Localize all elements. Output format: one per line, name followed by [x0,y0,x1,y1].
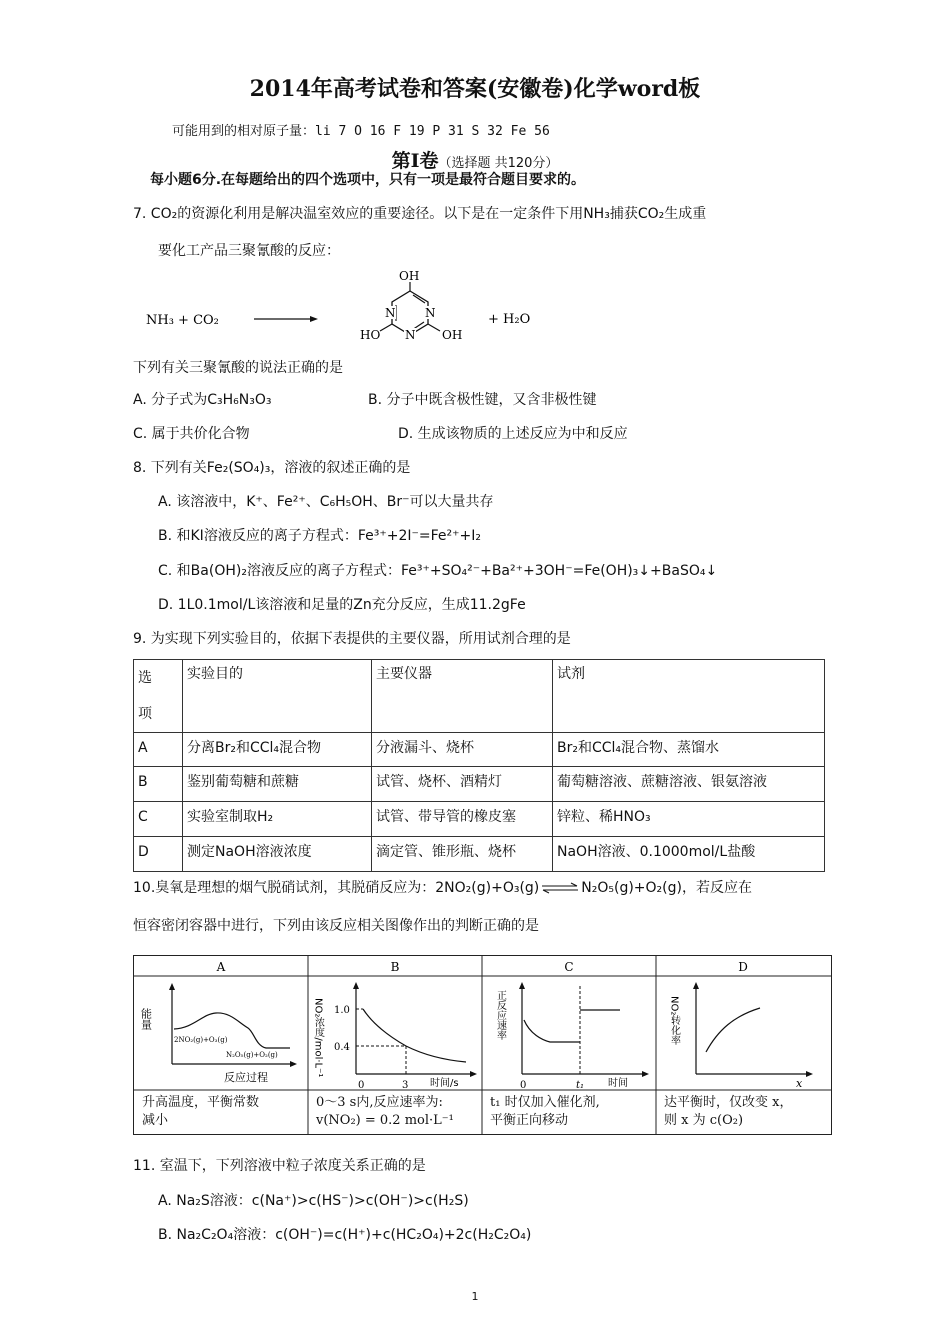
cell-opt: D [134,837,183,872]
panel-a-curve-label-1: 2NO₂(g)+O₃(g) [174,1036,228,1044]
q7-option-c: C. 属于共价化合物 [133,426,250,442]
panel-d-caption-line2: 则 x 为 c(O₂) [664,1113,744,1128]
panel-a-ylabel: 能量 [139,1008,153,1030]
panel-a-x-arrow [290,1061,297,1067]
instruction: 每小题6分.在每题给出的四个选项中，只有一项是最符合题目要求的。 [150,172,586,188]
atomic-masses: 可能用到的相对原子量：li 7 O 16 F 19 P 31 S 32 Fe 56 [172,124,550,139]
q9-table [133,659,825,872]
oh-right: OH [442,328,463,342]
panel-c-rate-curve [524,1020,580,1042]
panel-b-decay-curve [363,1009,466,1062]
panel-b-y-arrow [353,982,359,989]
volume-title: 第Ⅰ卷 [391,150,439,172]
n-atom-right: N [425,306,436,320]
panel-b-caption [316,1094,454,1130]
q7-option-d: D. 生成该物质的上述反应为中和反应 [398,426,628,442]
cell-purpose: 鉴别葡萄糖和蔗糖 [183,767,372,802]
q8-stem: 8. 下列有关Fe₂(SO₄)₃，溶液的叙述正确的是 [133,460,411,476]
panel-d-caption-line1: 达平衡时，仅改变 x， [664,1095,793,1110]
panel-c-tick-x0: 0 [520,1080,527,1091]
cell-apparatus: 分液漏斗、烧杯 [372,733,553,767]
cell-reagent: 葡萄糖溶液、蔗糖溶液、银氨溶液 [553,767,825,802]
q10-stem-line1 [133,877,752,897]
header-apparatus: 主要仪器 [372,660,553,733]
panel-b-xlabel: 时间/s [430,1078,459,1089]
q8-option-d: D. 1L0.1mol/L该溶液和足量的Zn充分反应，生成11.2gFe [158,597,526,613]
reaction-arrow-head [310,316,318,322]
q8-option-a: A. 该溶液中，K⁺、Fe²⁺、C₆H₅OH、Br⁻可以大量共存 [158,494,494,510]
q10-figure-panels [133,955,832,1135]
q7-reaction-diagram [140,265,560,350]
cell-purpose: 测定NaOH溶液浓度 [183,837,372,872]
header-option-line2: 项 [138,706,152,722]
panel-c-label: C [564,960,574,974]
panel-c-xlabel: 时间 [608,1078,628,1089]
q10-stem-line1-b: N₂O₅(g)+O₂(g)，若反应在 [581,880,752,896]
panel-a-curve-label-2: N₂O₅(g)+O₂(g) [226,1051,278,1059]
cell-apparatus: 试管、烧杯、酒精灯 [372,767,553,802]
panel-b-caption-line1: 0～3 s内,反应速率为: [316,1095,443,1110]
panel-d-x-arrow [806,1071,813,1077]
panel-c-caption-line1: t₁ 时仅加入催化剂, [490,1095,600,1110]
panel-a-caption-line2: 减小 [142,1113,169,1128]
n-atom-bottom: N [405,328,416,342]
header-option-line1: 选 [138,670,152,686]
panel-b-ylabel: NO₂浓度/mol·L⁻¹ [312,998,324,1078]
q9-stem: 9. 为实现下列实验目的，依据下表提供的主要仪器，所用试剂合理的是 [133,631,571,647]
byproduct: + H₂O [488,312,531,327]
panel-a-label: A [216,960,226,974]
bond-right [428,324,440,331]
q7-stem-line1: 7. CO₂的资源化利用是解决温室效应的重要途径。以下是在一定条件下用NH₃捕获CO₂生成重 [133,206,707,222]
cell-purpose: 实验室制取H₂ [183,802,372,837]
table-header-row [134,660,825,733]
panel-c-x-arrow [642,1071,649,1077]
panel-c-caption [490,1094,600,1130]
q8-option-c: C. 和Ba(OH)₂溶液反应的离子方程式：Fe³⁺+SO₄²⁻+Ba²⁺+3OH⁻=Fe(OH)₃↓+BaSO₄↓ [158,563,718,579]
panel-b-tick-y1: 1.0 [334,1005,350,1016]
cell-opt: A [134,733,183,767]
cell-apparatus: 试管、带导管的橡皮塞 [372,802,553,837]
table-row [134,733,825,767]
q7-option-a: A. 分子式为C₃H₆N₃O₃ [133,392,272,408]
reactants: NH₃ + CO₂ [146,313,219,328]
panel-d-caption [664,1094,792,1130]
oh-left: HO [360,328,381,342]
q7-stem-line2: 要化工产品三聚氰酸的反应： [158,243,340,259]
cell-reagent: NaOH溶液、0.1000mol/L盐酸 [553,837,825,872]
cell-opt: B [134,767,183,802]
header-option [134,660,183,733]
panel-b-caption-line2: v(NO₂) = 0.2 mol·L⁻¹ [316,1113,454,1128]
cell-opt: C [134,802,183,837]
table-row [134,802,825,837]
cell-purpose: 分离Br₂和CCl₄混合物 [183,733,372,767]
panel-b-label: B [390,960,400,974]
q8-option-b: B. 和KI溶液反应的离子方程式：Fe³⁺+2I⁻=Fe²⁺+I₂ [158,528,481,544]
table-row [134,767,825,802]
page-title: 2014年高考试卷和答案(安徽卷)化学word板 [249,76,701,102]
panel-b-tick-x0: 0 [358,1080,365,1091]
panel-d-y-arrow [693,982,699,989]
cell-apparatus: 滴定管、锥形瓶、烧杯 [372,837,553,872]
panel-a-caption [142,1094,259,1130]
equilibrium-arrow-icon [541,882,579,894]
panel-d-label: D [738,960,748,974]
header-purpose: 实验目的 [183,660,372,733]
cell-reagent: 锌粒、稀HNO₃ [553,802,825,837]
table-row [134,837,825,872]
q7-option-b: B. 分子中既含极性键，又含非极性键 [368,392,597,408]
panel-d-ylabel: NO₂转化率 [668,996,680,1046]
panel-d-conversion-curve [706,1008,760,1052]
q11-option-b: B. Na₂C₂O₄溶液：c(OH⁻)=c(H⁺)+c(HC₂O₄)+2c(H₂C₂O₄) [158,1227,532,1243]
volume-note: （选择题 共120分） [438,156,559,171]
q10-stem-line1-a: 10.臭氧是理想的烟气脱硝试剂，其脱硝反应为：2NO₂(g)+O₃(g) [133,880,540,896]
cell-reagent: Br₂和CCl₄混合物、蒸馏水 [553,733,825,767]
n-atom-left: N [385,306,396,320]
q10-stem-line2: 恒容密闭容器中进行，下列由该反应相关图像作出的判断正确的是 [133,918,539,934]
panel-b-x-arrow [470,1071,477,1077]
panel-a-y-arrow [169,983,175,990]
page-number: 1 [471,1290,479,1303]
panel-a-caption-line1: 升高温度，平衡常数 [142,1095,260,1110]
header-reagent: 试剂 [553,660,825,733]
q7-prompt: 下列有关三聚氰酸的说法正确的是 [133,360,343,376]
panel-b-tick-x1: 3 [402,1080,409,1091]
panel-b-tick-y2: 0.4 [334,1042,350,1053]
panel-c-tick-x1: t₁ [576,1080,585,1091]
panel-a-xlabel: 反应过程 [224,1071,268,1084]
panel-d-xlabel: x [796,1077,803,1090]
panel-c-caption-line2: 平衡正向移动 [490,1113,569,1128]
panel-c-ylabel: 正反应速率 [494,990,506,1040]
bond-left [380,324,392,331]
q11-stem: 11. 室温下，下列溶液中粒子浓度关系正确的是 [133,1158,426,1174]
panel-c-y-arrow [519,982,525,989]
oh-top: OH [399,269,420,283]
q11-option-a: A. Na₂S溶液：c(Na⁺)>c(HS⁻)>c(OH⁻)>c(H₂S) [158,1193,469,1209]
